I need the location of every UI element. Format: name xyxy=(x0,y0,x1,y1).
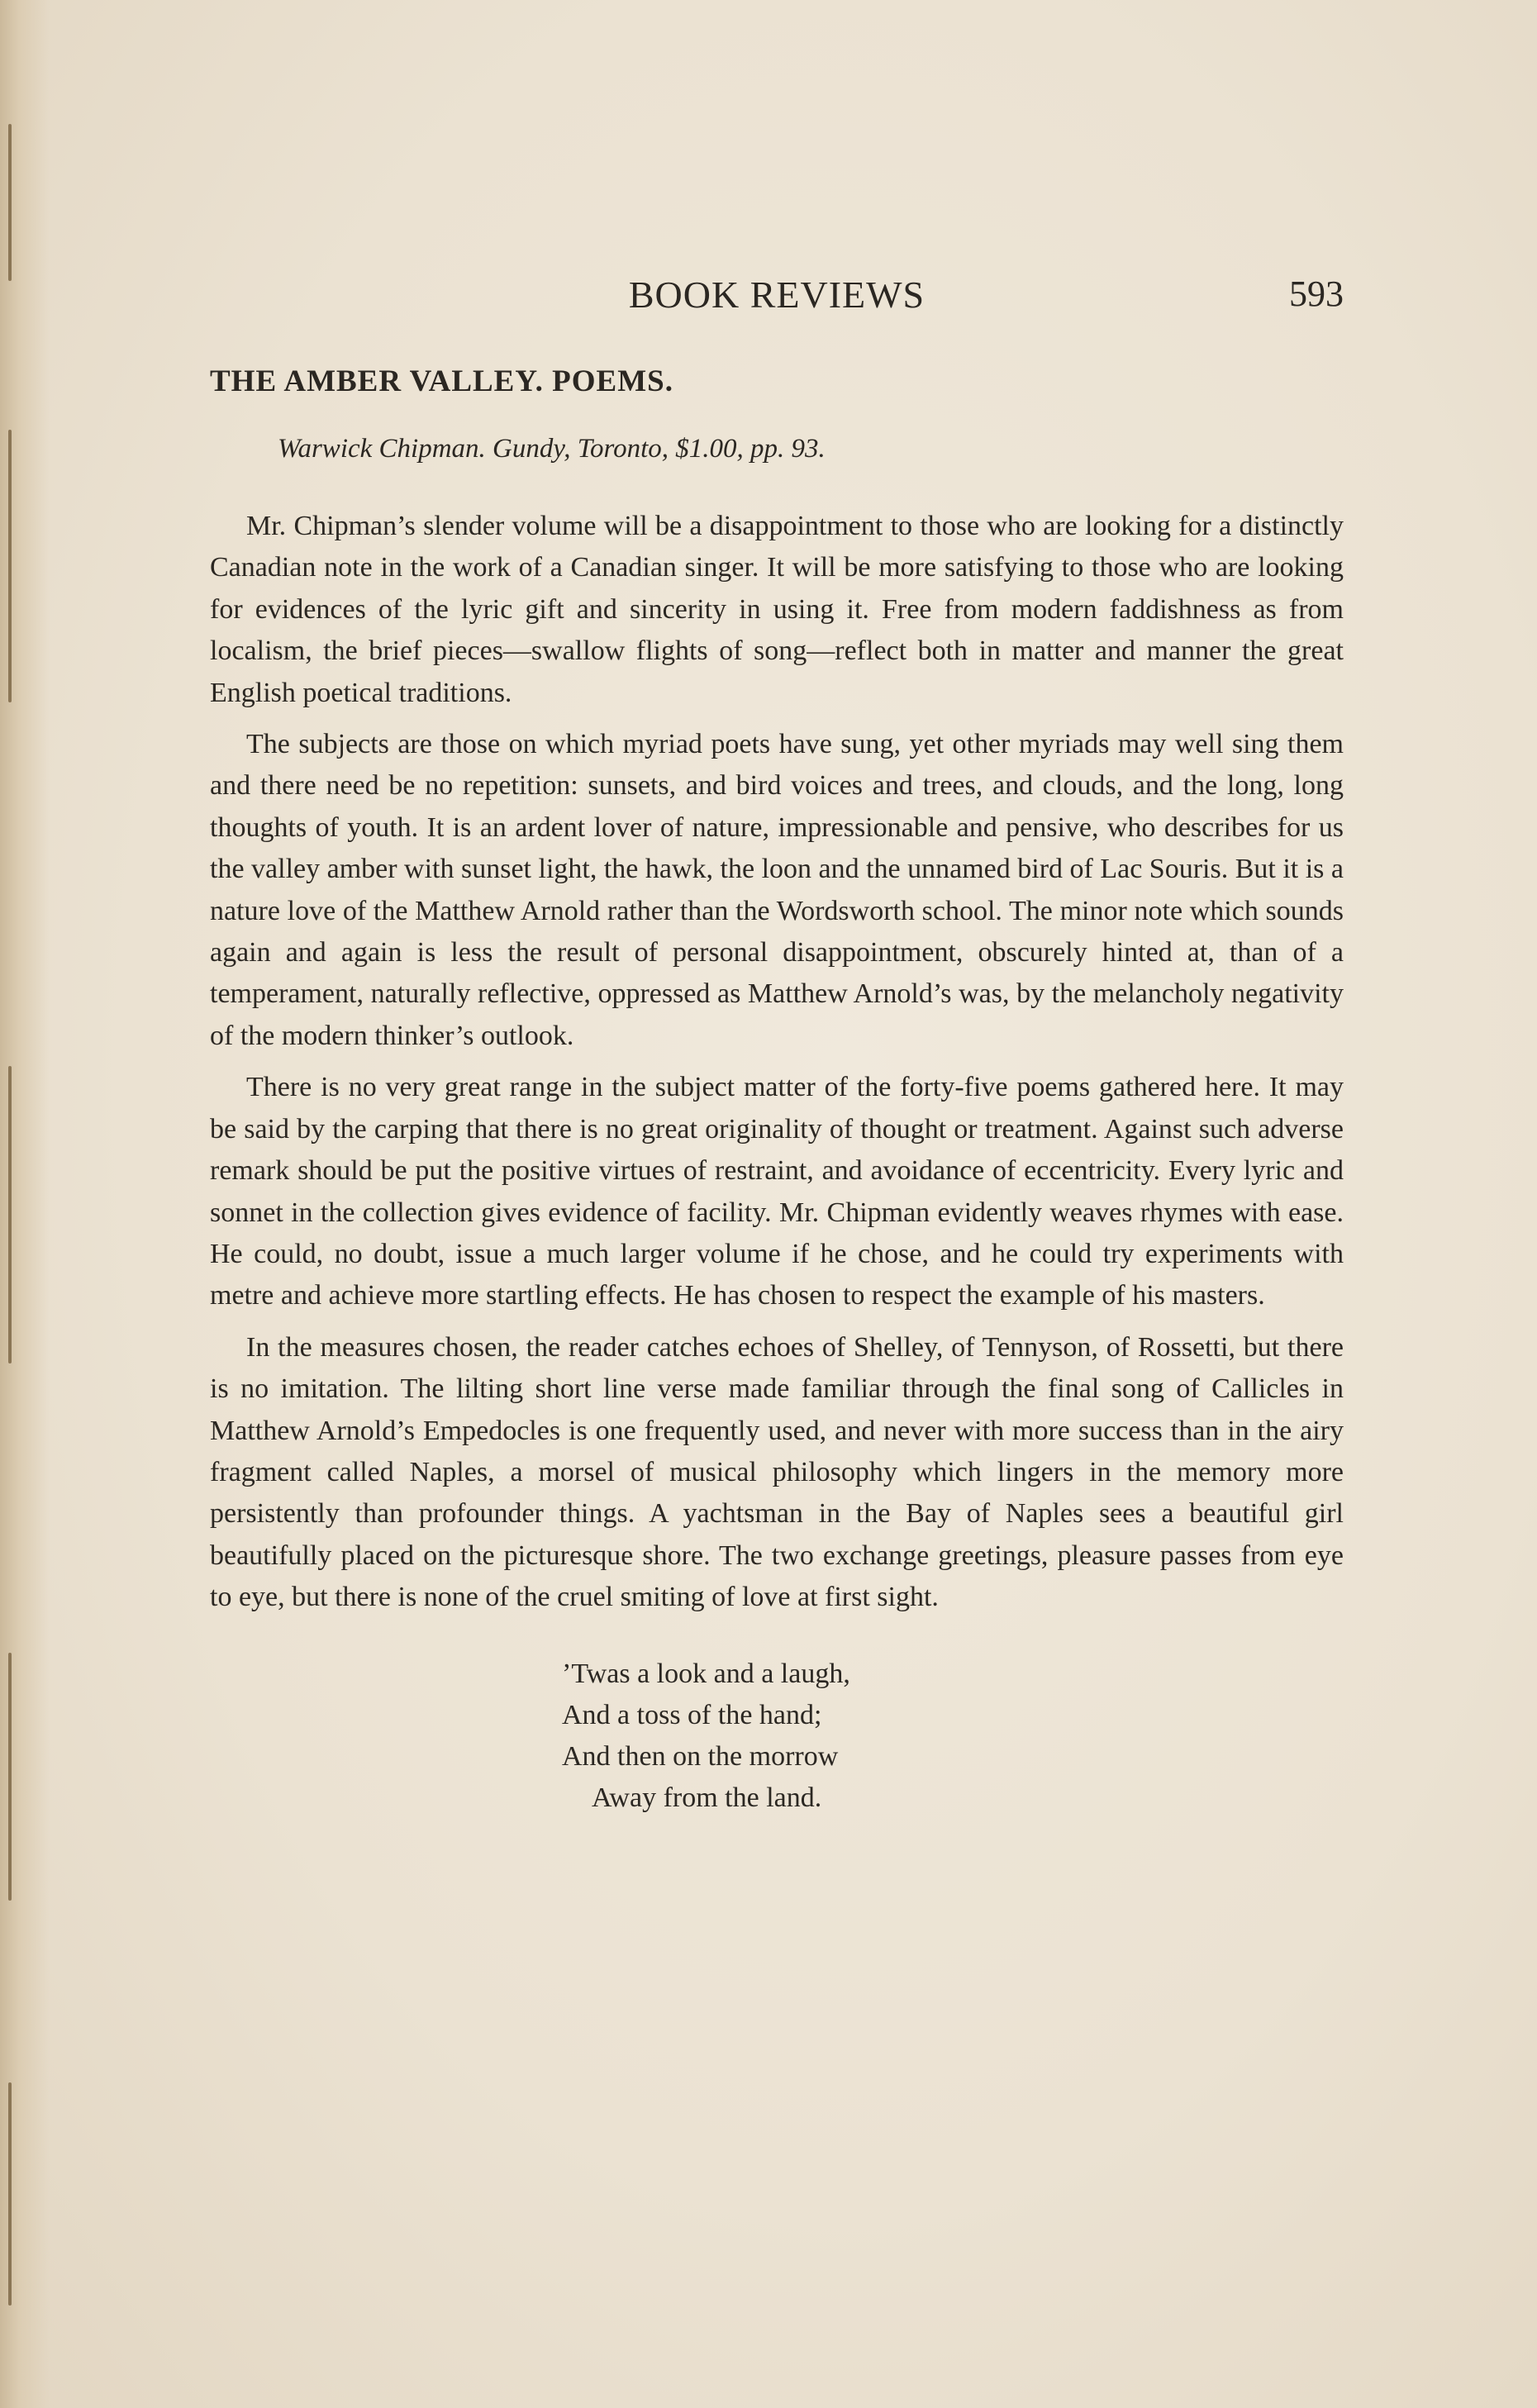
verse-line: ’Twas a look and a laugh, xyxy=(562,1658,850,1689)
review-paragraph: Mr. Chipman’s slender volume will be a disappointment to those who are looking for a distinctly Canadian note in the work of a Canadian singer. It will be more satisfying to those who are looking for evidences of the lyric gift and sincerity in using it. Free from modern faddishness as from localism, the brief pieces—swallow flights of song—reflect both in matter and manner the great English poetical traditions. xyxy=(210,511,1344,708)
review-paragraph: The subjects are those on which myriad poets have sung, yet other myriads may well sing them and there need be no repetition: sunsets, and bird voices and trees, and clouds, and the long, long thoughts of youth. It is an ardent lover of nature, impressionable and pensive, who describes for us the valley amber with sunset light, the hawk, the loon and the unnamed bird of Lac Souris. But it is a nature love of the Matthew Arnold rather than the Wordsworth school. The minor note which sounds again and again is less the result of personal disappointment, obscurely hinted at, than of a temperament, naturally reflective, oppressed as Matthew Arnold’s was, by the melancholy negativity of the modern thinker’s outlook. xyxy=(210,729,1344,1051)
page-content xyxy=(210,273,1344,1819)
binding-edge-mark xyxy=(8,1653,12,1901)
verse-line: And a toss of the hand; xyxy=(562,1699,822,1730)
verse-line: Away from the land. xyxy=(592,1782,822,1813)
review-body xyxy=(210,506,1344,1619)
binding-edge-mark xyxy=(8,430,12,702)
review-title: THE AMBER VALLEY. POEMS. xyxy=(210,364,673,398)
review-citation: Warwick Chipman. Gundy, Toronto, $1.00, pp. 93. xyxy=(278,434,826,464)
page-gutter-shadow xyxy=(0,0,50,2408)
verse-quotation xyxy=(562,1654,1344,1819)
running-head xyxy=(210,273,1344,331)
review-paragraph: In the measures chosen, the reader catches echoes of Shelley, of Tennyson, of Rossetti, but there is no imitation. The lilting short line verse made familiar through the final song of Callicles in Matthew Arnold’s Empedocles is one frequently used, and never with more success than in the airy fragment called Naples, a morsel of musical philosophy which lingers in the memory more persistently than profounder things. A yachtsman in the Bay of Naples sees a beautiful girl beautifully placed on the picturesque shore. The two exchange greetings, pleasure passes from eye to eye, but there is none of the cruel smiting of love at first sight. xyxy=(210,1331,1344,1613)
running-title: BOOK REVIEWS xyxy=(628,274,926,316)
binding-edge-mark xyxy=(8,2082,12,2306)
binding-edge-mark xyxy=(8,1066,12,1363)
review-paragraph: There is no very great range in the subject matter of the forty-five poems gathered here. It may be said by the carping that there is no great originality of thought or treatment. Against such adverse remark should be put the positive virtues of restraint, and avoidance of eccentricity. Every lyric and sonnet in the collection gives evidence of facility. Mr. Chipman evidently weaves rhymes with ease. He could, no doubt, issue a much larger volume if he chose, and he could try experiments with metre and achieve more startling effects. He has chosen to respect the example of his masters. xyxy=(210,1072,1344,1311)
binding-edge-mark xyxy=(8,124,12,281)
verse-line: And then on the morrow xyxy=(562,1740,839,1772)
page-number: 593 xyxy=(1289,274,1344,314)
